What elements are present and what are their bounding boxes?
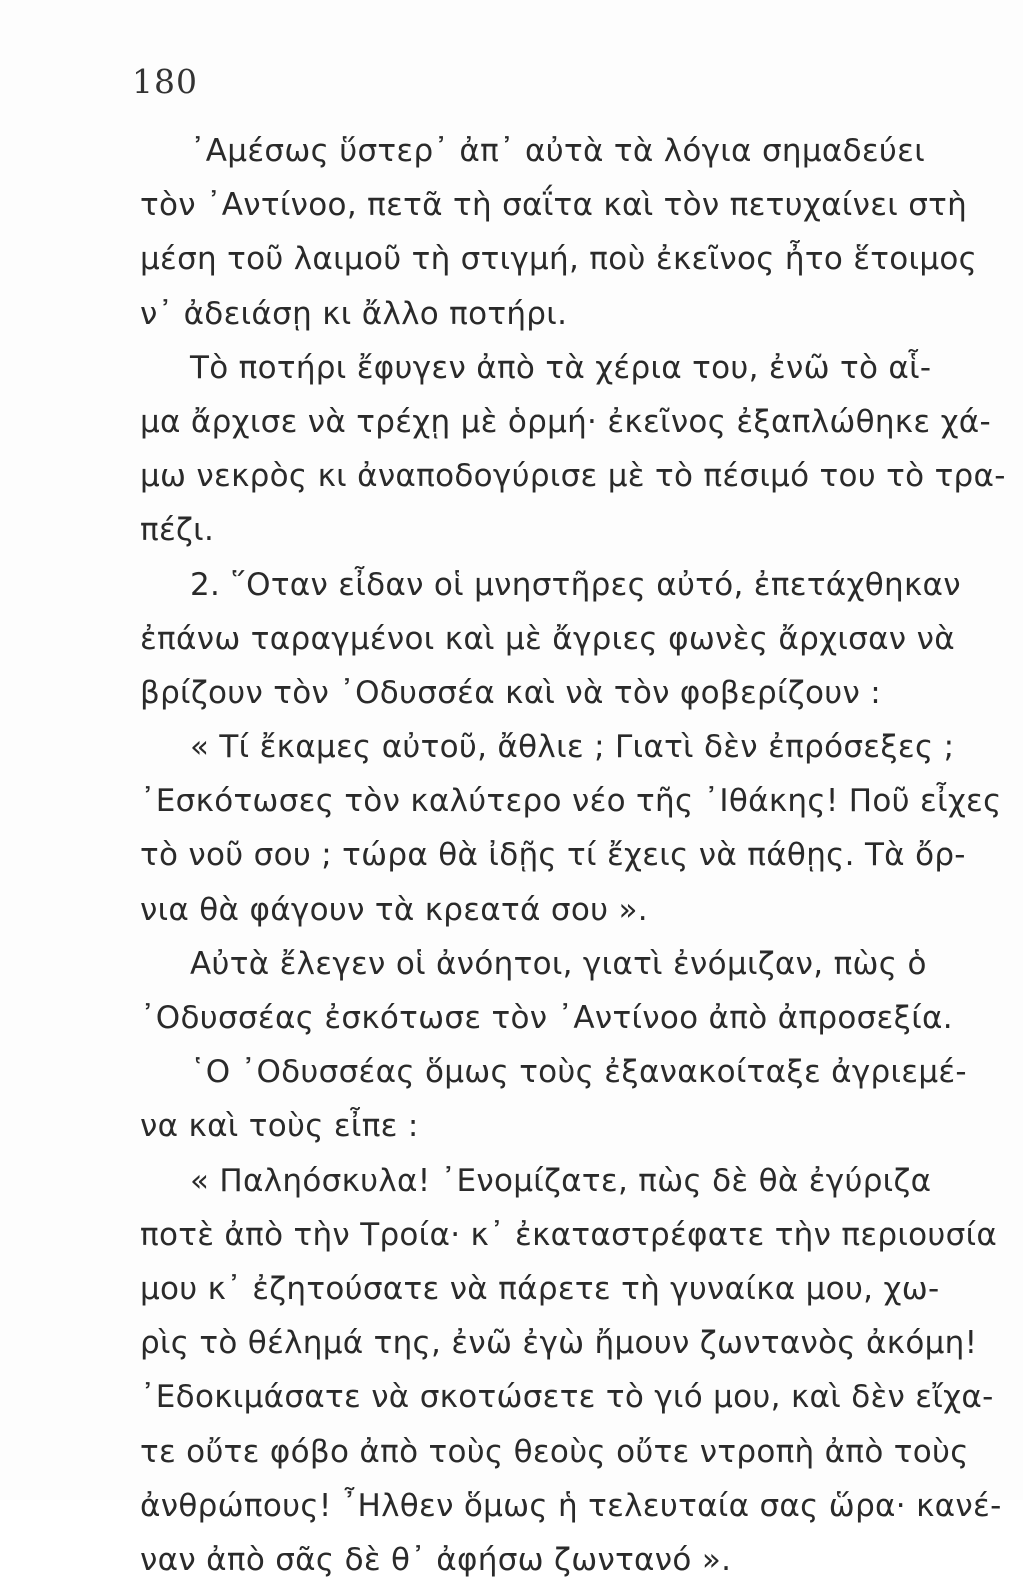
text-line: ᾿Εδοκιμάσατε νὰ σκοτώσετε τὸ γιό μου, καὶ δὲν εἴχα-	[140, 1379, 994, 1416]
text-line: τὸ νοῦ σου ; τώρα θὰ ἰδῇς τί ἔχεις νὰ πάθῃς. Τὰ ὄρ-	[140, 837, 966, 874]
text-line: τε οὔτε φόβο ἀπὸ τοὺς θεοὺς οὔτε ντροπὴ ἀπὸ τοὺς	[140, 1433, 969, 1470]
text-line: πέζι.	[140, 512, 215, 549]
text-line: ποτὲ ἀπὸ τὴν Τροία· κ᾿ ἐκαταστρέφατε τὴν περιουσία	[140, 1216, 998, 1253]
text-line: μέση τοῦ λαιμοῦ τὴ στιγμή, ποὺ ἐκεῖνος ἦτο ἕτοιμος	[140, 241, 978, 278]
text-line: 2. ῞Οταν εἶδαν οἱ μνηστῆρες αὐτό, ἐπετάχθηκαν	[190, 566, 961, 603]
text-line: ἐπάνω ταραγμένοι καὶ μὲ ἄγριες φωνὲς ἄρχισαν νὰ	[140, 620, 955, 657]
text-line: μω νεκρὸς κι ἀναποδογύρισε μὲ τὸ πέσιμό του τὸ τρα-	[140, 458, 1006, 495]
text-line: Αὐτὰ ἔλεγεν οἱ ἀνόητοι, γιατὶ ἐνόμιζαν, πὼς ὁ	[190, 945, 927, 982]
text-line: ρὶς τὸ θέλημά της, ἐνῶ ἐγὼ ἤμουν ζωντανὸς ἀκόμη!	[140, 1325, 978, 1362]
page-number: 180	[132, 62, 198, 101]
text-line: να καὶ τοὺς εἶπε :	[140, 1108, 419, 1145]
text-line: ᾿Αμέσως ὕστερ᾿ ἀπ᾿ αὐτὰ τὰ λόγια σημαδεύει	[190, 133, 925, 169]
text-line: ν᾿ ἀδειάσῃ κι ἄλλο ποτήρι.	[140, 295, 568, 332]
text-line: ἀνθρώπους! ῏Ηλθεν ὅμως ἡ τελευταία σας ὥρα· κανέ-	[140, 1487, 1002, 1524]
text-line: « Παληόσκυλα! ᾿Ενομίζατε, πὼς δὲ θὰ ἐγύριζα	[190, 1162, 932, 1199]
text-line: ναν ἀπὸ σᾶς δὲ θ᾿ ἀφήσω ζωντανό ».	[140, 1541, 732, 1578]
text-line: μου κ᾿ ἐζητούσατε νὰ πάρετε τὴ γυναίκα μου, χω-	[140, 1270, 940, 1307]
text-line: μα ἄρχισε νὰ τρέχῃ μὲ ὁρμή· ἐκεῖνος ἐξαπλώθηκε χά-	[140, 403, 992, 440]
text-line: ᾿Οδυσσέας ἐσκότωσε τὸν ᾿Αντίνοο ἀπὸ ἀπροσεξία.	[140, 1000, 953, 1036]
text-line: Τὸ ποτήρι ἔφυγεν ἀπὸ τὰ χέρια του, ἐνῶ τὸ αἷ-	[190, 349, 932, 386]
text-line: τὸν ᾿Αντίνοο, πετᾶ τὴ σαΐτα καὶ τὸν πετυχαίνει στὴ	[140, 187, 968, 224]
text-line: νια θὰ φάγουν τὰ κρεατά σου ».	[140, 891, 648, 928]
text-body	[140, 124, 1006, 1587]
text-line: ᾿Εσκότωσες τὸν καλύτερο νέο τῆς ᾿Ιθάκης! Ποῦ εἶχες	[140, 783, 1002, 820]
text-line: βρίζουν τὸν ᾿Οδυσσέα καὶ νὰ τὸν φοβερίζουν :	[140, 674, 881, 711]
text-line: ῾Ο ᾿Οδυσσέας ὅμως τοὺς ἐξανακοίταξε ἀγριεμέ-	[190, 1054, 967, 1091]
text-line: « Τί ἔκαμες αὐτοῦ, ἄθλιε ; Γιατὶ δὲν ἐπρόσεξες ;	[190, 729, 955, 766]
